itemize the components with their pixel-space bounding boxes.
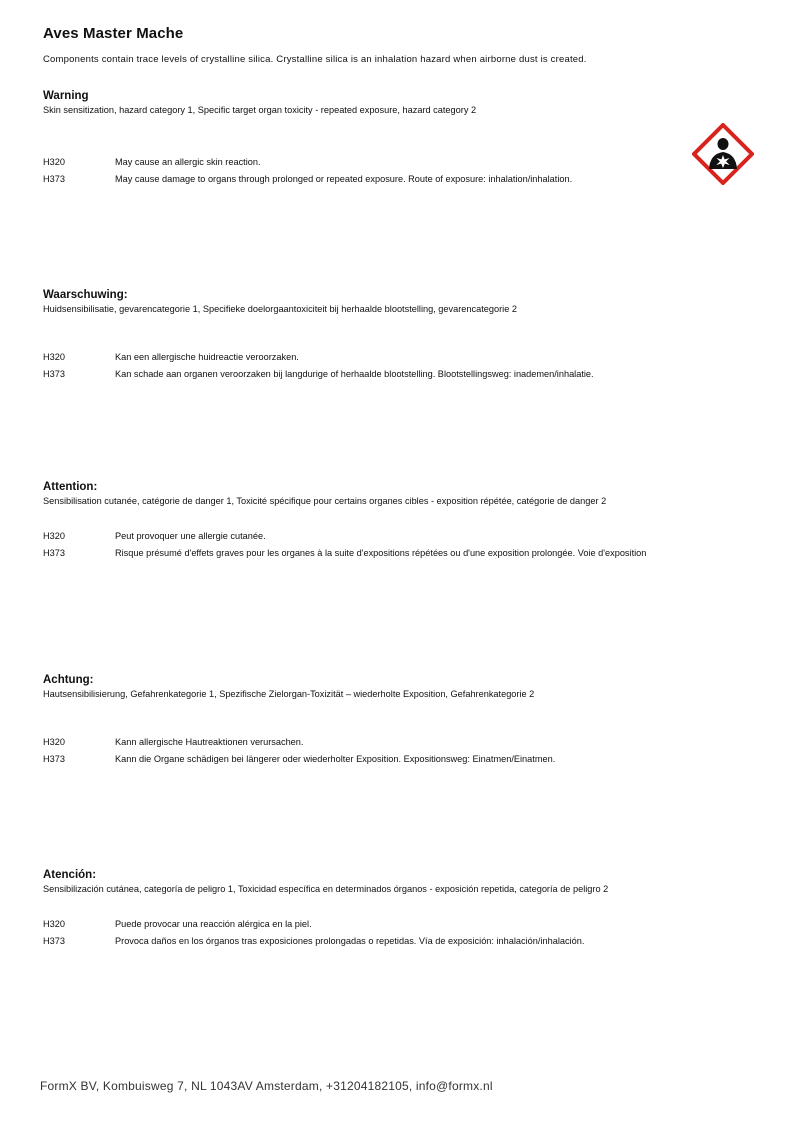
statement-code: H373 xyxy=(43,548,65,558)
section-heading: Attention: xyxy=(43,481,98,493)
statement-text: Puede provocar una reacción alérgica en la piel. xyxy=(115,919,312,929)
statement-text: Kann die Organe schädigen bei längerer oder wiederholter Exposition. Expositionsweg: Einatmen/Einatmen. xyxy=(115,754,556,764)
statement-code: H320 xyxy=(43,531,65,541)
statement-code: H373 xyxy=(43,369,65,379)
hazard-statement-row xyxy=(43,366,683,383)
statement-text: Peut provoquer une allergie cutanée. xyxy=(115,531,266,541)
document-title: Aves Master Mache xyxy=(43,25,184,42)
hazard-statement-row xyxy=(43,734,683,751)
statement-code: H373 xyxy=(43,936,65,946)
hazard-classification: Sensibilisation cutanée, catégorie de danger 1, Toxicité spécifique pour certains organes cibles - exposition répétée, catégorie de danger 2 xyxy=(43,496,607,506)
section-heading: Warning xyxy=(43,90,89,102)
hazard-statement-row xyxy=(43,933,683,950)
hazard-statement-row xyxy=(43,528,683,545)
statement-code: H320 xyxy=(43,737,65,747)
hazard-classification: Sensibilización cutánea, categoría de peligro 1, Toxicidad específica en determinados órganos - exposición repetida, categoría de peligro 2 xyxy=(43,884,609,894)
section-warning-es xyxy=(43,867,683,950)
statement-code: H373 xyxy=(43,174,65,184)
hazard-statement-row xyxy=(43,751,683,768)
section-warning-en xyxy=(43,88,683,188)
section-warning-nl xyxy=(43,287,683,383)
hazard-statement-row xyxy=(43,545,683,562)
footer-contact: FormX BV, Kombuisweg 7, NL 1043AV Amsterdam, +31204182105, info@formx.nl xyxy=(40,1079,493,1093)
hazard-statement-row xyxy=(43,916,683,933)
statement-code: H320 xyxy=(43,352,65,362)
statement-text: May cause damage to organs through prolonged or repeated exposure. Route of exposure: inhalation/inhalation. xyxy=(115,174,573,184)
hazard-classification: Huidsensibilisatie, gevarencategorie 1, Specifieke doelorgaantoxiciteit bij herhaalde blootstelling, gevarencategorie 2 xyxy=(43,304,517,314)
statement-code: H320 xyxy=(43,157,65,167)
statement-text: Kan schade aan organen veroorzaken bij langdurige of herhaalde blootstelling. Blootstellingsweg: inademen/inhalatie. xyxy=(115,369,594,379)
statement-text: Risque présumé d'effets graves pour les organes à la suite d'expositions répétées ou d'une exposition prolongée. Voie d'exposition xyxy=(115,548,647,558)
section-warning-fr xyxy=(43,479,683,562)
statement-text: Provoca daños en los órganos tras exposiciones prolongadas o repetidas. Vía de exposición: inhalación/inhalación. xyxy=(115,936,585,946)
intro-text: Components contain trace levels of crystalline silica. Crystalline silica is an inhalation hazard when airborne dust is created. xyxy=(43,54,587,65)
hazard-classification: Hautsensibilisierung, Gefahrenkategorie 1, Spezifische Zielorgan-Toxizität – wiederholte Exposition, Gefahrenkategorie 2 xyxy=(43,689,535,699)
hazard-statement-row xyxy=(43,171,683,188)
section-heading: Atención: xyxy=(43,869,97,881)
section-warning-de xyxy=(43,672,683,768)
statement-code: H320 xyxy=(43,919,65,929)
statement-text: Kann allergische Hautreaktionen verursachen. xyxy=(115,737,304,747)
hazard-classification: Skin sensitization, hazard category 1, Specific target organ toxicity - repeated exposure, hazard category 2 xyxy=(43,105,477,115)
hazard-statement-row xyxy=(43,349,683,366)
section-heading: Waarschuwing: xyxy=(43,289,128,301)
statement-text: May cause an allergic skin reaction. xyxy=(115,157,261,167)
section-heading: Achtung: xyxy=(43,674,94,686)
hazard-statement-row xyxy=(43,154,683,171)
health-hazard-icon xyxy=(692,123,754,185)
statement-code: H373 xyxy=(43,754,65,764)
statement-text: Kan een allergische huidreactie veroorzaken. xyxy=(115,352,299,362)
